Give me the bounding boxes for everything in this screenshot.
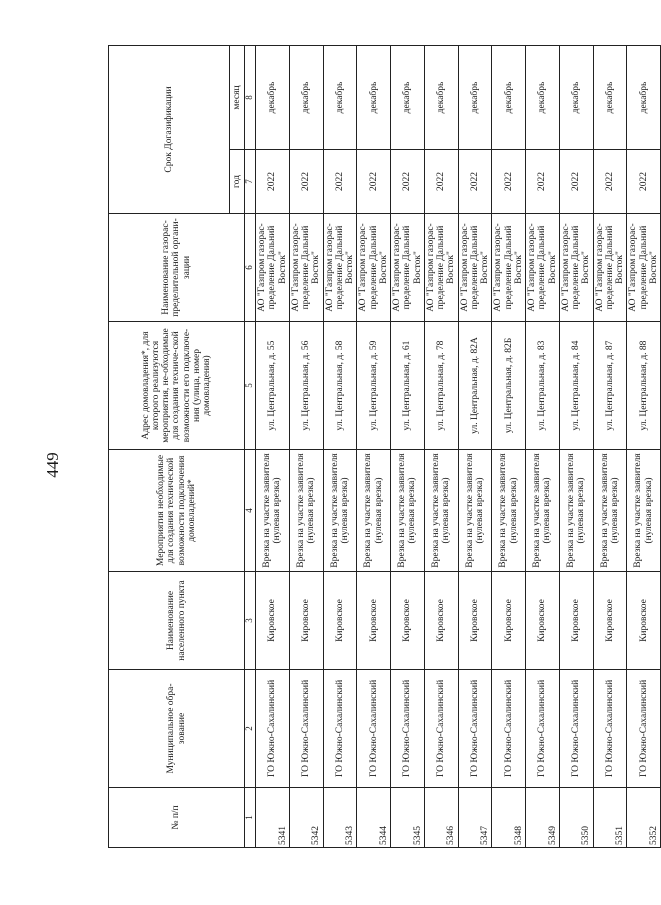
address-cell: ул. Центральная, д. 59 (357, 322, 391, 450)
address-cell: ул. Центральная, д. 82А (458, 322, 492, 450)
settlement-cell: Кировское (357, 572, 391, 670)
municipality-cell: ГО Южно-Сахалинский (458, 670, 492, 788)
address-cell: ул. Центральная, д. 87 (593, 322, 627, 450)
table-row (559, 46, 593, 848)
month-cell: декабрь (559, 46, 593, 150)
header-deadline: Срок Догазификации (109, 46, 230, 214)
page-number: 449 (42, 452, 62, 478)
header-measures: Мероприятия необходимые для создания технической возможности подключения домовладений* (109, 450, 245, 572)
address-cell: ул. Центральная, д. 55 (256, 322, 290, 450)
year-cell: 2022 (289, 150, 323, 214)
row-number: 5343 (323, 788, 357, 848)
measures-cell: Врезка на участке заявителя (нулевая врезка) (593, 450, 627, 572)
month-cell: декабрь (627, 46, 661, 150)
header-num: № п/п (109, 788, 245, 848)
address-cell: ул. Центральная, д. 88 (627, 322, 661, 450)
table-row (627, 46, 661, 848)
year-cell: 2022 (424, 150, 458, 214)
settlement-cell: Кировское (492, 572, 526, 670)
municipality-cell: ГО Южно-Сахалинский (391, 670, 425, 788)
table-row (526, 46, 560, 848)
settlement-cell: Кировское (627, 572, 661, 670)
month-cell: декабрь (458, 46, 492, 150)
gdo-cell: АО "Газпром газорас-пределение Дальний Восток" (627, 214, 661, 322)
gdo-cell: АО "Газпром газорас-пределение Дальний Восток" (357, 214, 391, 322)
address-cell: ул. Центральная, д. 58 (323, 322, 357, 450)
column-number: 5 (245, 322, 256, 450)
gdo-cell: АО "Газпром газорас-пределение Дальний Восток" (559, 214, 593, 322)
municipality-cell: ГО Южно-Сахалинский (526, 670, 560, 788)
year-cell: 2022 (593, 150, 627, 214)
table-body (256, 46, 661, 848)
header-gdo: Наименование газорас-пределительной органи-зации (109, 214, 245, 322)
gdo-cell: АО "Газпром газорас-пределение Дальний Восток" (256, 214, 290, 322)
settlement-cell: Кировское (593, 572, 627, 670)
column-number: 6 (245, 214, 256, 322)
address-cell: ул. Центральная, д. 84 (559, 322, 593, 450)
settlement-cell: Кировское (424, 572, 458, 670)
measures-cell: Врезка на участке заявителя (нулевая врезка) (424, 450, 458, 572)
month-cell: декабрь (526, 46, 560, 150)
settlement-cell: Кировское (323, 572, 357, 670)
measures-cell: Врезка на участке заявителя (нулевая врезка) (458, 450, 492, 572)
gdo-cell: АО "Газпром газорас-пределение Дальний Восток" (424, 214, 458, 322)
measures-cell: Врезка на участке заявителя (нулевая врезка) (627, 450, 661, 572)
address-cell: ул. Центральная, д. 83 (526, 322, 560, 450)
municipality-cell: ГО Южно-Сахалинский (593, 670, 627, 788)
row-number: 5341 (256, 788, 290, 848)
month-cell: декабрь (492, 46, 526, 150)
month-cell: декабрь (289, 46, 323, 150)
row-number: 5351 (593, 788, 627, 848)
column-numbers-row (245, 46, 256, 848)
year-cell: 2022 (627, 150, 661, 214)
gdo-cell: АО "Газпром газорас-пределение Дальний Восток" (492, 214, 526, 322)
year-cell: 2022 (526, 150, 560, 214)
row-number: 5345 (391, 788, 425, 848)
row-number: 5349 (526, 788, 560, 848)
settlement-cell: Кировское (526, 572, 560, 670)
table-row (391, 46, 425, 848)
measures-cell: Врезка на участке заявителя (нулевая врезка) (323, 450, 357, 572)
measures-cell: Врезка на участке заявителя (нулевая врезка) (357, 450, 391, 572)
gdo-cell: АО "Газпром газорас-пределение Дальний Восток" (391, 214, 425, 322)
header-year: год (230, 150, 245, 214)
settlement-cell: Кировское (458, 572, 492, 670)
year-cell: 2022 (559, 150, 593, 214)
rotated-table-wrapper (108, 46, 659, 848)
header-municipality: Муниципальное обра-зование (109, 670, 245, 788)
row-number: 5346 (424, 788, 458, 848)
row-number: 5352 (627, 788, 661, 848)
year-cell: 2022 (323, 150, 357, 214)
municipality-cell: ГО Южно-Сахалинский (357, 670, 391, 788)
gasification-table (108, 45, 661, 848)
settlement-cell: Кировское (391, 572, 425, 670)
row-number: 5342 (289, 788, 323, 848)
column-number: 1 (245, 788, 256, 848)
table-row (492, 46, 526, 848)
row-number: 5350 (559, 788, 593, 848)
year-cell: 2022 (256, 150, 290, 214)
address-cell: ул. Центральная, д. 82Б (492, 322, 526, 450)
column-number: 8 (245, 46, 256, 150)
row-number: 5348 (492, 788, 526, 848)
measures-cell: Врезка на участке заявителя (нулевая врезка) (256, 450, 290, 572)
year-cell: 2022 (458, 150, 492, 214)
measures-cell: Врезка на участке заявителя (нулевая врезка) (289, 450, 323, 572)
municipality-cell: ГО Южно-Сахалинский (289, 670, 323, 788)
row-number: 5344 (357, 788, 391, 848)
month-cell: декабрь (424, 46, 458, 150)
month-cell: декабрь (256, 46, 290, 150)
municipality-cell: ГО Южно-Сахалинский (323, 670, 357, 788)
table-row (357, 46, 391, 848)
month-cell: декабрь (391, 46, 425, 150)
address-cell: ул. Центральная, д. 56 (289, 322, 323, 450)
settlement-cell: Кировское (256, 572, 290, 670)
year-cell: 2022 (391, 150, 425, 214)
table-row (424, 46, 458, 848)
measures-cell: Врезка на участке заявителя (нулевая врезка) (559, 450, 593, 572)
gdo-cell: АО "Газпром газорас-пределение Дальний Восток" (289, 214, 323, 322)
column-number: 2 (245, 670, 256, 788)
municipality-cell: ГО Южно-Сахалинский (424, 670, 458, 788)
municipality-cell: ГО Южно-Сахалинский (492, 670, 526, 788)
column-number: 4 (245, 450, 256, 572)
gdo-cell: АО "Газпром газорас-пределение Дальний Восток" (593, 214, 627, 322)
header-settlement: Наименование населенного пункта (109, 572, 245, 670)
settlement-cell: Кировское (289, 572, 323, 670)
month-cell: декабрь (323, 46, 357, 150)
measures-cell: Врезка на участке заявителя (нулевая врезка) (492, 450, 526, 572)
header-month: месяц (230, 46, 245, 150)
municipality-cell: ГО Южно-Сахалинский (627, 670, 661, 788)
gdo-cell: АО "Газпром газорас-пределение Дальний Восток" (458, 214, 492, 322)
year-cell: 2022 (492, 150, 526, 214)
table-row (289, 46, 323, 848)
year-cell: 2022 (357, 150, 391, 214)
table-row (458, 46, 492, 848)
measures-cell: Врезка на участке заявителя (нулевая врезка) (391, 450, 425, 572)
table-row (593, 46, 627, 848)
municipality-cell: ГО Южно-Сахалинский (256, 670, 290, 788)
gdo-cell: АО "Газпром газорас-пределение Дальний Восток" (323, 214, 357, 322)
header-address: Адрес домовладения*, для которого реализуются мероприятия, не-обходимые для создания техниче-ской возможности его подключе-ния (улица, номер домовладения) (109, 322, 245, 450)
gdo-cell: АО "Газпром газорас-пределение Дальний Восток" (526, 214, 560, 322)
address-cell: ул. Центральная, д. 78 (424, 322, 458, 450)
month-cell: декабрь (357, 46, 391, 150)
month-cell: декабрь (593, 46, 627, 150)
column-number: 3 (245, 572, 256, 670)
municipality-cell: ГО Южно-Сахалинский (559, 670, 593, 788)
table-row (323, 46, 357, 848)
address-cell: ул. Центральная, д. 61 (391, 322, 425, 450)
settlement-cell: Кировское (559, 572, 593, 670)
measures-cell: Врезка на участке заявителя (нулевая врезка) (526, 450, 560, 572)
row-number: 5347 (458, 788, 492, 848)
column-number: 7 (245, 150, 256, 214)
table-row (256, 46, 290, 848)
